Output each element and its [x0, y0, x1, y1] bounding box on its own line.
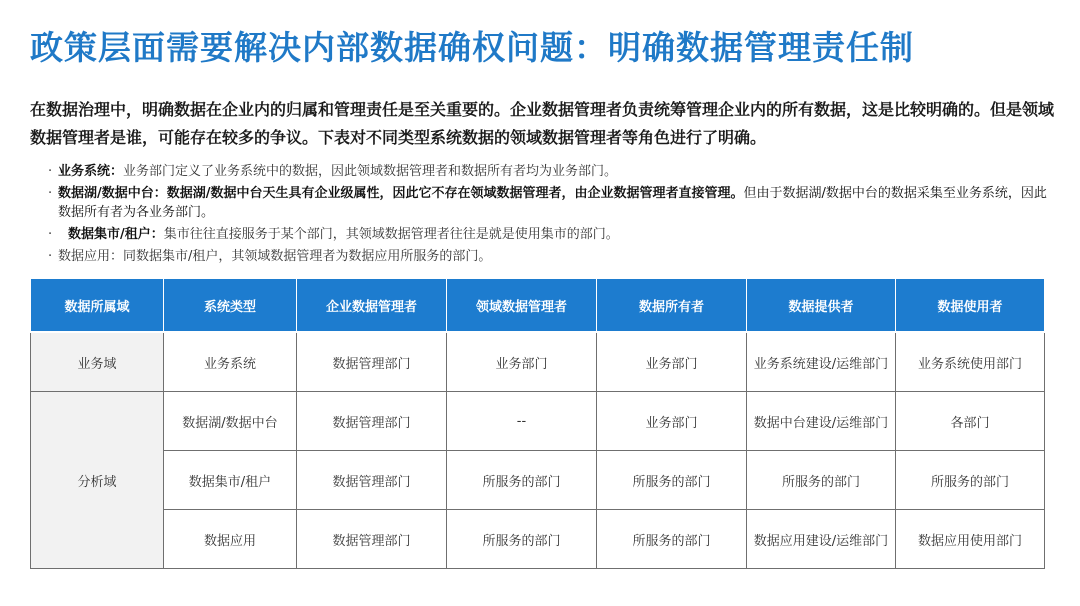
table-cell: 数据应用 [164, 510, 297, 569]
table-row [31, 392, 1045, 451]
table-cell: 所服务的部门 [896, 451, 1045, 510]
bullet-text: 数据应用：同数据集市/租户，其领域数据管理者为数据应用所服务的部门。 [58, 249, 492, 264]
header-system-type: 系统类型 [164, 279, 297, 333]
bullet-dot: · [48, 186, 53, 201]
table-cell: 业务部门 [597, 332, 747, 392]
header-data-user: 数据使用者 [896, 279, 1045, 333]
bullet-text: 业务部门定义了业务系统中的数据，因此领域数据管理者和数据所有者均为业务部门。 [123, 164, 618, 179]
bullet-data-lake [48, 184, 1058, 222]
page-title: 政策层面需要解决内部数据确权问题：明确数据管理责任制 [30, 28, 914, 67]
table-cell: 数据中台建设/运维部门 [747, 392, 896, 451]
bullet-dot: · [48, 227, 53, 242]
bullet-label: 业务系统： [58, 164, 124, 179]
table-cell: 数据集市/租户 [164, 451, 297, 510]
bullet-dot: · [48, 164, 53, 179]
table-cell: 各部门 [896, 392, 1045, 451]
bullet-text: 集市往往直接服务于某个部门，其领域数据管理者往往是就是使用集市的部门。 [163, 227, 619, 242]
domain-cell: 分析域 [31, 392, 164, 569]
table-cell: 数据应用使用部门 [896, 510, 1045, 569]
bullet-business-system [48, 162, 1058, 181]
table-cell: 所服务的部门 [597, 510, 747, 569]
header-data-provider: 数据提供者 [747, 279, 896, 333]
table-cell: 数据管理部门 [297, 332, 447, 392]
table-cell: 所服务的部门 [447, 451, 597, 510]
bullet-label: 数据集市/租户： [68, 227, 164, 242]
table-cell: 数据管理部门 [297, 392, 447, 451]
table-cell: 业务部门 [597, 392, 747, 451]
table-cell: 所服务的部门 [597, 451, 747, 510]
bullet-data-application [48, 247, 1058, 266]
bullet-text: 但由于数据湖/数据中台的数据采集至业务系统，因此数据所有者为各业务部门。 [58, 186, 1047, 220]
domain-cell: 业务域 [31, 332, 164, 392]
table-row [31, 510, 1045, 569]
table-cell: 业务部门 [447, 332, 597, 392]
table-cell: 数据管理部门 [297, 451, 447, 510]
table-cell: 所服务的部门 [747, 451, 896, 510]
table-cell: 业务系统 [164, 332, 297, 392]
table-row [31, 332, 1045, 392]
table-row [31, 451, 1045, 510]
intro-paragraph: 在数据治理中，明确数据在企业内的归属和管理责任是至关重要的。企业数据管理者负责统筹管理企业内的所有数据，这是比较明确的。但是领域数据管理者是谁，可能存在较多的争议。下表对不同类型系统数据的领域数据管理者等角色进行了明确。 [30, 100, 1055, 147]
bullet-label: 数据湖/数据中台：数据湖/数据中台天生具有企业级属性，因此它不存在领域数据管理者，由企业数据管理者直接管理。 [58, 186, 744, 201]
bullet-list [48, 162, 1058, 269]
table-cell: -- [447, 392, 597, 451]
bullet-dot: · [48, 249, 53, 264]
header-data-owner: 数据所有者 [597, 279, 747, 333]
table-cell: 数据应用建设/运维部门 [747, 510, 896, 569]
data-ownership-table [30, 278, 1045, 569]
header-domain-data-manager: 领域数据管理者 [447, 279, 597, 333]
table-cell: 业务系统建设/运维部门 [747, 332, 896, 392]
table-cell: 业务系统使用部门 [896, 332, 1045, 392]
bullet-data-mart [48, 225, 1058, 244]
table-header-row [31, 279, 1045, 333]
table-cell: 所服务的部门 [447, 510, 597, 569]
header-enterprise-data-manager: 企业数据管理者 [297, 279, 447, 333]
table-cell: 数据管理部门 [297, 510, 447, 569]
header-domain: 数据所属域 [31, 279, 164, 333]
table-cell: 数据湖/数据中台 [164, 392, 297, 451]
